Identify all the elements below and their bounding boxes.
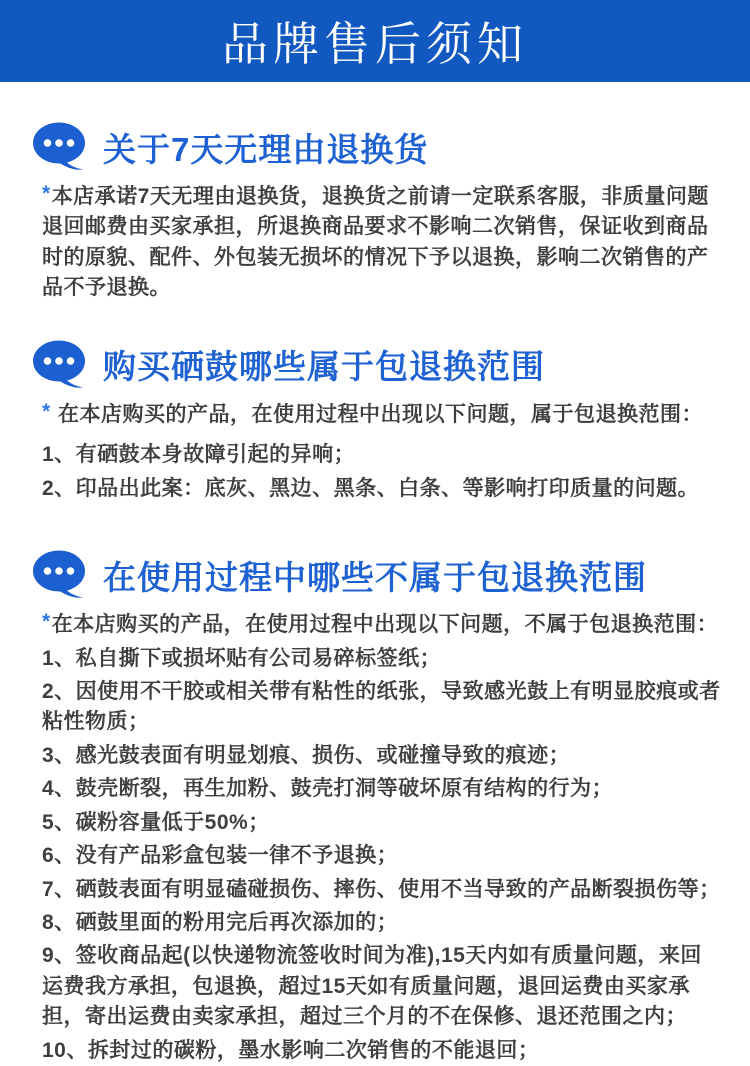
- chat-bubble-icon: [32, 340, 88, 390]
- intro-text: 本店承诺7天无理由退换货，退换货之前请一定联系客服，非质量问题退回邮费由买家承担，所退换商品要求不影响二次销售，保证收到商品时的原貌、配件、外包装无损坏的情况下予以退换，影响二次销售的产品不予退换。: [42, 185, 709, 299]
- intro-paragraph: [42, 182, 722, 304]
- policy-list-item: 5、碳粉容量低于50%；: [42, 808, 722, 838]
- policy-list-item: 8、硒鼓里面的粉用完后再次添加的；: [42, 908, 722, 938]
- policy-list-item: 7、硒鼓表面有明显磕碰损伤、摔伤、使用不当导致的产品断裂损伤等；: [42, 875, 722, 905]
- policy-list-item: 3、感光鼓表面有明显划痕、损伤、或碰撞导致的痕迹；: [42, 741, 722, 771]
- intro-text: 在本店购买的产品，在使用过程中出现以下问题，不属于包退换范围：: [52, 613, 719, 636]
- section-title: 在使用过程中哪些不属于包退换范围: [103, 552, 647, 599]
- policy-list-item: 2、因使用不干胶或相关带有粘性的纸张，导致感光鼓上有明显胶痕或者粘性物质；: [42, 677, 722, 738]
- intro-paragraph: [42, 400, 722, 430]
- asterisk-marker: *: [42, 182, 51, 205]
- section-heading-row: [32, 340, 722, 390]
- policy-list-item: 2、印品出此案：底灰、黑边、黑条、白条、等影响打印质量的问题。: [42, 474, 722, 504]
- policy-list-item: 9、签收商品起(以快递物流签收时间为准),15天内如有质量问题，来回运费我方承担，包退换，超过15天如有质量问题，退回运费由买家承担，寄出运费由卖家承担，超过三个月的不在保修、退还范围之内；: [42, 941, 722, 1032]
- policy-list-item: 1、私自撕下或损坏贴有公司易碎标签纸；: [42, 644, 722, 674]
- intro-text: 在本店购买的产品，在使用过程中出现以下问题，属于包退换范围：: [52, 403, 703, 426]
- page-title: 品牌售后须知: [222, 8, 528, 74]
- section-title: 关于7天无理由退换货: [103, 124, 428, 171]
- section-covered-by-return: [0, 340, 750, 504]
- policy-list-item: 10、拆封过的碳粉，墨水影响二次销售的不能退回；: [42, 1036, 722, 1066]
- chat-bubble-icon: [32, 550, 88, 600]
- section-title: 购买硒鼓哪些属于包退换范围: [103, 341, 545, 388]
- policy-list-item: 6、没有产品彩盒包装一律不予退换；: [42, 841, 722, 871]
- header-banner: [0, 0, 750, 82]
- section-not-covered-by-return: [0, 550, 750, 1066]
- policy-item-list: [42, 644, 722, 1066]
- section-heading-row: [32, 122, 722, 172]
- intro-paragraph: [42, 610, 722, 640]
- policy-list-item: 4、鼓壳断裂，再生加粉、鼓壳打洞等破坏原有结构的行为；: [42, 774, 722, 804]
- policy-list-item: 1、有硒鼓本身故障引起的异响；: [42, 440, 722, 470]
- section-7day-return-policy: [0, 122, 750, 304]
- asterisk-marker: *: [42, 400, 51, 423]
- policy-item-list: [42, 440, 722, 504]
- chat-bubble-icon: [32, 122, 88, 172]
- asterisk-marker: *: [42, 610, 51, 633]
- section-heading-row: [32, 550, 722, 600]
